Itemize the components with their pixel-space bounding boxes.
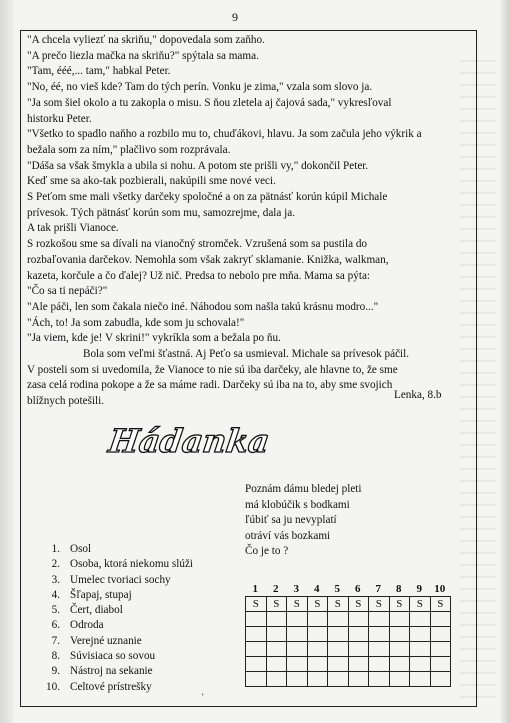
crossword-column-numbers [245,583,450,595]
clue-item [32,618,193,633]
grid-cell[interactable] [328,627,349,642]
grid-cell[interactable] [389,657,410,672]
grid-cell[interactable]: S [266,597,287,612]
grid-cell[interactable] [307,627,328,642]
story-line: "Všetko to spadlo naňho a rozbilo mu to, chuďákovi, hlavu. Ja som začula jeho výkrik a [27,128,422,141]
grid-cell[interactable] [348,657,369,672]
grid-row [246,642,451,657]
grid-cell[interactable] [307,612,328,627]
grid-cell[interactable] [246,612,267,627]
riddle-poem [245,482,362,560]
story-line: "A prečo liezla mačka na skriňu?" spýtala sa mama. [27,49,259,62]
grid-cell[interactable] [348,672,369,687]
grid-cell[interactable] [246,657,267,672]
story-text [27,33,467,410]
grid-row [246,672,451,687]
clue-number: 6. [51,619,60,632]
grid-cell[interactable] [348,612,369,627]
grid-cell[interactable] [307,642,328,657]
clue-number: 5. [51,604,60,617]
clue-number: 10. [46,680,60,693]
riddle-line: ľúbiť sa ju nevyplatí [245,514,337,527]
grid-cell[interactable] [307,672,328,687]
grid-cell[interactable] [287,627,308,642]
grid-cell[interactable]: S [307,597,328,612]
crossword-clues-list [32,542,193,695]
grid-cell[interactable] [287,657,308,672]
scan-speck: ' [202,692,204,702]
crossword-grid [245,596,451,687]
story-line: A tak prišli Vianoce. [27,222,119,235]
grid-row [246,612,451,627]
grid-cell[interactable] [348,642,369,657]
clue-text: Súvisiaca so sovou [70,650,156,663]
grid-cell[interactable] [266,672,287,687]
grid-cell[interactable] [410,657,431,672]
clue-number: 2. [51,558,60,571]
grid-cell[interactable] [410,627,431,642]
grid-cell[interactable]: S [410,597,431,612]
story-line: S rozkošou sme sa dívali na vianočný stromček. Vzrušená som sa pustila do [27,238,368,251]
scan-edge-right [500,0,510,723]
story-line: "Dáša sa však šmykla a ubila si nohu. A potom ste prišli vy," dokončil Peter. [27,159,369,172]
story-line: "Tam, ééé,... tam," habkal Peter. [27,65,171,78]
grid-cell[interactable] [266,627,287,642]
grid-row [246,597,451,612]
clue-item [32,649,193,664]
story-line: bežala som za ním," plačlivo som rozprávala. [27,143,231,156]
grid-cell[interactable] [246,642,267,657]
grid-cell[interactable]: S [348,597,369,612]
grid-cell[interactable] [430,642,451,657]
story-line: prívesok. Tých pätnásť korún som mu, samozrejme, dala ja. [27,206,296,219]
story-line: rozbaľovania darčekov. Nemohla som však zakryť sklamanie. Knižka, walkman, [27,253,389,266]
grid-cell[interactable] [328,642,349,657]
story-line: "Čo sa ti nepáči?" [27,285,108,298]
clue-text: Osol [70,543,92,555]
clue-text: Celtové prístrešky [70,680,152,693]
grid-cell[interactable] [287,612,308,627]
riddle-line: Čo je to ? [245,545,289,558]
clue-number: 4. [51,588,60,601]
scan-edge-left [0,0,14,723]
grid-column-number: 3 [293,583,299,595]
grid-cell[interactable] [369,672,390,687]
grid-cell[interactable] [307,657,328,672]
story-line: "A chcela vyliezť na skriňu," dopovedala som zaňho. [27,34,265,46]
grid-cell[interactable] [389,612,410,627]
grid-column-number: 5 [334,583,340,595]
grid-cell[interactable] [389,642,410,657]
grid-column-number: 1 [252,583,258,595]
grid-column-number: 8 [396,583,402,595]
grid-cell[interactable]: S [328,597,349,612]
grid-cell[interactable] [369,642,390,657]
clue-text: Odroda [70,619,104,632]
clue-item [32,603,193,618]
clue-item [32,542,193,557]
story-line: zasa celá rodina pokope a že sa máme radi. Darčeky sú iba na to, aby sme svojich [27,379,393,392]
grid-cell[interactable] [369,657,390,672]
story-line: kazeta, korčule a čo ďalej? Už nič. Predsa to nebolo pre mňa. Mama sa pýta: [27,269,371,282]
grid-cell[interactable] [430,672,451,687]
page-number: 9 [232,10,238,24]
grid-cell[interactable] [430,612,451,627]
story-line: "Ale páči, len som čakala niečo iné. Náhodou som našla takú krásnu modro..." [27,300,379,313]
grid-cell[interactable] [266,657,287,672]
story-line: blížnych potešili. [27,395,105,408]
grid-row [246,627,451,642]
clue-item [32,634,193,649]
clue-text: Čert, diabol [70,604,123,617]
grid-column-number: 4 [314,583,320,595]
clue-item [32,557,193,572]
story-line: "Ách, to! Ja som zabudla, kde som ju schovala!" [27,316,245,329]
clue-item [32,664,193,679]
grid-column-number: 7 [375,583,381,595]
grid-cell[interactable] [430,657,451,672]
clue-text: Šľapaj, stupaj [70,588,132,601]
grid-cell[interactable] [266,612,287,627]
grid-cell[interactable] [287,642,308,657]
grid-column-number: 2 [273,583,279,595]
grid-cell[interactable] [369,612,390,627]
clue-item [32,680,193,695]
grid-cell[interactable]: S [287,597,308,612]
grid-cell[interactable]: S [430,597,451,612]
story-line: S Peťom sme mali všetky darčeky spoločné a on za pätnásť korún kúpil Michale [27,191,388,204]
grid-cell[interactable]: S [369,597,390,612]
clue-text: Verejné uznanie [70,634,142,647]
grid-cell[interactable] [266,642,287,657]
grid-column-number: 9 [416,583,422,595]
grid-cell[interactable] [328,657,349,672]
story-line: "No, éé, no vieš kde? Tam do tých perín. Vonku je zima," vzala som slovo ja. [27,81,373,94]
grid-cell[interactable] [389,627,410,642]
clue-text: Nástroj na sekanie [70,665,153,678]
clue-number: 9. [51,665,60,678]
grid-cell[interactable] [328,672,349,687]
section-title-hadanka [106,420,272,465]
grid-cell[interactable] [246,627,267,642]
grid-column-number: 10 [434,583,446,595]
grid-cell[interactable] [287,672,308,687]
story-line: Keď sme sa ako-tak pozbierali, nakúpili sme nové veci. [27,175,276,188]
riddle-line: má klobúčik s bodkami [245,498,350,511]
clue-number: 8. [51,650,60,663]
grid-cell[interactable] [348,627,369,642]
grid-cell[interactable] [246,672,267,687]
story-line: historku Peter. [27,112,92,125]
clue-item [32,573,193,588]
story-line: V posteli som si uvedomila, že Vianoce to nie sú iba darčeky, ale hlavne to, že sme [27,363,398,376]
grid-cell[interactable]: S [389,597,410,612]
grid-cell[interactable]: S [246,597,267,612]
grid-cell[interactable] [410,672,431,687]
grid-cell[interactable] [410,612,431,627]
grid-cell[interactable] [430,627,451,642]
clue-number: 7. [51,634,60,647]
clue-number: 3. [51,573,60,586]
clue-text: Umelec tvoriaci sochy [70,573,171,586]
section-title-text: Hádanka [106,422,272,460]
riddle-line: Poznám dámu bledej pleti [245,483,362,495]
grid-column-number: 6 [355,583,361,595]
clue-number: 1. [51,543,60,555]
grid-cell[interactable] [389,672,410,687]
riddle-line: otráví vás bozkami [245,529,331,542]
story-line: "Ja viem, kde je! V skrini!" vykríkla som a bežala po ňu. [27,332,281,345]
clue-text: Osoba, ktorá niekomu slúži [70,558,194,571]
story-line: "Ja som šiel okolo a tu zakopla o misu. S ňou zletela aj čajová sada," vykresľoval [27,96,392,109]
clue-item [32,588,193,603]
grid-cell[interactable] [410,642,431,657]
grid-cell[interactable] [369,627,390,642]
grid-cell[interactable] [328,612,349,627]
author-signature: Lenka, 8.b [394,389,442,401]
story-line: Bola som veľmi šťastná. Aj Peťo sa usmieval. Michale sa prívesok páčil. [83,348,410,361]
grid-row [246,657,451,672]
